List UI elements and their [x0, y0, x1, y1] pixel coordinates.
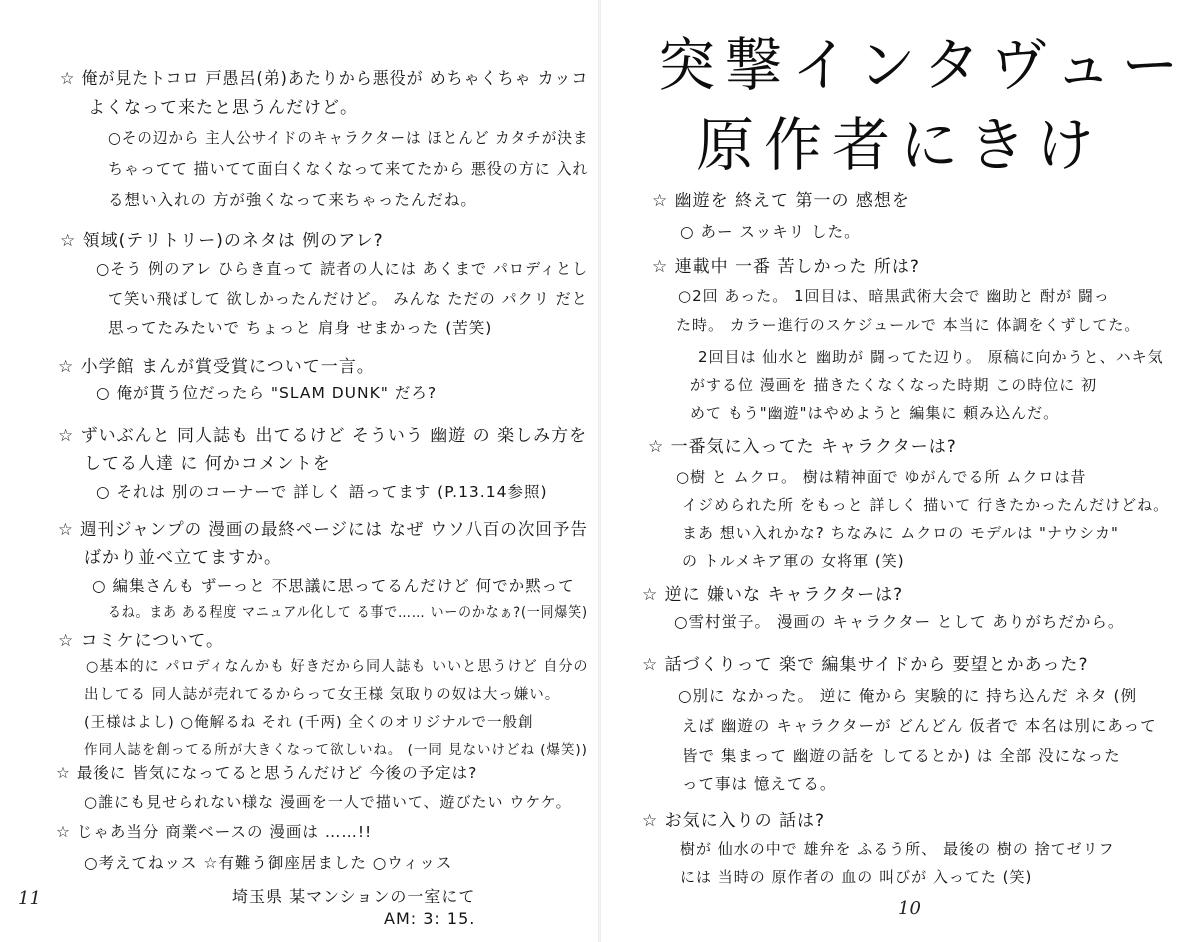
answer-favorite-character: ○樹 と ムクロ。 樹は精神面で ゆがんでる所 ムクロは昔 [676, 468, 1087, 486]
question-preview-cont: ばかり並べ立てますか。 [84, 548, 282, 568]
answer-editorial-requests: ○別に なかった。 逆に 俺から 実験的に 持ち込んだ ネタ (例 [678, 687, 1138, 705]
question-impression: ☆ 幽遊を 終えて 第一の 感想を [652, 191, 910, 211]
answer-doujinshi: ○ それは 別のコーナーで 詳しく 語ってます (P.13.14参照) [96, 483, 548, 501]
answer-hardest: ○2回 あった。 1回目は、暗黒武術大会で 幽助と 酎が 闘っ [678, 287, 1110, 305]
question-award: ☆ 小学館 まんが賞受賞について一言。 [58, 357, 375, 377]
question-villains-cont: よくなって来たと思うんだけど。 [88, 98, 358, 118]
interview-title-line-1: 突撃インタヴュー [658, 31, 1189, 99]
interview-title-line-2: 原作者にきけ [696, 111, 1105, 179]
question-future: ☆ 最後に 皆気になってると思うんだけど 今後の予定は? [56, 764, 478, 782]
question-disliked-character: ☆ 逆に 嫌いな キャラクターは? [642, 585, 904, 605]
answer-preview: ○ 編集さんも ずーっと 不思議に思ってるんだけど 何でか黙って [92, 577, 575, 595]
answer-hardest-cont-4: めて もう"幽遊"はやめようと 編集に 頼み込んだ。 [690, 404, 1060, 422]
answer-disliked-character: ○雪村蛍子。 漫画の キャラクター として ありがちだから。 [674, 613, 1125, 631]
answer-comiket: ○基本的に パロディなんかも 好きだから同人誌も いいと思うけど 自分の [86, 659, 589, 675]
answer-impression: ○ あー スッキリ した。 [680, 223, 861, 241]
answer-favorite-character-cont-3: の トルメキア軍の 女将軍 (笑) [682, 552, 905, 570]
answer-favorite-episode-cont: には 当時の 原作者の 血の 叫びが 入ってた (笑) [680, 868, 1033, 886]
answer-hardest-cont-1: た時。 カラー進行のスケジュールで 本当に 体調をくずしてた。 [676, 316, 1141, 334]
answer-territory-cont-1: て笑い飛ばして 欲しかったんだけど。 みんな ただの パクリ だと [108, 290, 588, 308]
answer-favorite-character-cont-1: イジめられた所 をもっと 詳しく 描いて 行きたかったんだけどね。 [682, 496, 1170, 514]
answer-award: ○ 俺が貰う位だったら "SLAM DUNK" だろ? [96, 384, 438, 402]
question-favorite-character: ☆ 一番気に入ってた キャラクターは? [648, 437, 957, 457]
question-doujinshi: ☆ ずいぶんと 同人誌も 出てるけど そういう 幽遊 の 楽しみ方を [58, 426, 588, 446]
closing-exchange: ○考えてねッス ☆有難う御座居ました ○ウィッス [84, 854, 453, 872]
question-territory: ☆ 領域(テリトリー)のネタは 例のアレ? [60, 231, 384, 251]
answer-editorial-requests-cont-3: って事は 憶えてる。 [682, 775, 837, 793]
answer-favorite-character-cont-2: まあ 想い入れかな? ちなみに ムクロの モデルは "ナウシカ" [682, 524, 1119, 542]
answer-comiket-cont-1: 出してる 同人誌が売れてるからって女王様 気取りの奴は大っ嫌い。 [84, 687, 561, 703]
answer-hardest-cont-3: がする位 漫画を 描きたくなくなった時期 この時位に 初 [690, 376, 1098, 394]
answer-comiket-cont-3: 作同人誌を創ってる所が大きくなって欲しいね。 (一同 見ないけどね (爆笑)) [84, 742, 588, 758]
answer-editorial-requests-cont-2: 皆で 集まって 幽遊の話を してるとか) は 全部 没になった [682, 747, 1121, 765]
answer-villains-cont-1: ちゃってて 描いてて面白くなくなって来てたから 悪役の方に 入れ [108, 160, 589, 178]
question-editorial-requests: ☆ 話づくりって 楽で 編集サイドから 要望とかあった? [642, 655, 1089, 675]
question-hardest: ☆ 連載中 一番 苦しかった 所は? [652, 257, 920, 277]
answer-preview-cont: るね。まあ ある程度 マニュアル化して る事で…… いーのかなぁ?(一同爆笑) [108, 605, 588, 621]
interview-time: AM: 3: 15. [384, 909, 476, 928]
page-number-left: 11 [18, 888, 41, 909]
answer-comiket-cont-2: (王様はよし) ○俺解るね それ (千两) 全くのオリジナルで一般創 [84, 715, 534, 731]
answer-hardest-cont-2: 2回目は 仙水と 幽助が 闘ってた辺り。 原稿に向かうと、ハキ気 [698, 348, 1164, 366]
question-villains: ☆ 俺が見たトコロ 戸愚呂(弟)あたりから悪役が めちゃくちゃ カッコ [60, 69, 589, 89]
answer-editorial-requests-cont-1: えば 幽遊の キャラクターが どんどん 仮者で 本名は別にあって [682, 717, 1157, 735]
answer-territory-cont-2: 思ってたみたいで ちょっと 肩身 せまかった (苦笑) [108, 319, 493, 337]
right-page [600, 0, 1200, 942]
answer-villains-cont-2: る想い入れの 方が強くなって来ちゃったんだね。 [108, 191, 477, 209]
answer-future: ○誰にも見せられない様な 漫画を一人で描いて、遊びたい ウケケ。 [84, 793, 572, 811]
interview-location: 埼玉県 某マンションの一室にて [232, 887, 476, 906]
question-doujinshi-cont: してる人達 に 何かコメントを [84, 454, 331, 474]
question-comiket: ☆ コミケについて。 [58, 631, 224, 651]
page-number-right: 10 [898, 898, 921, 919]
answer-territory: ○そう 例のアレ ひらき直って 読者の人には あくまで パロディとし [96, 260, 589, 278]
answer-villains: ○その辺から 主人公サイドのキャラクターは ほとんど カタチが決ま [108, 129, 589, 147]
question-favorite-episode: ☆ お気に入りの 話は? [642, 811, 826, 831]
answer-favorite-episode: 樹が 仙水の中で 雄弁を ふるう所、 最後の 樹の 捨てゼリフ [680, 840, 1115, 858]
question-commercial: ☆ じゃあ当分 商業ベースの 漫画は ……!! [56, 823, 373, 841]
question-preview: ☆ 週刊ジャンプの 漫画の最終ページには なぜ ウソ八百の次回予告 [58, 520, 588, 540]
